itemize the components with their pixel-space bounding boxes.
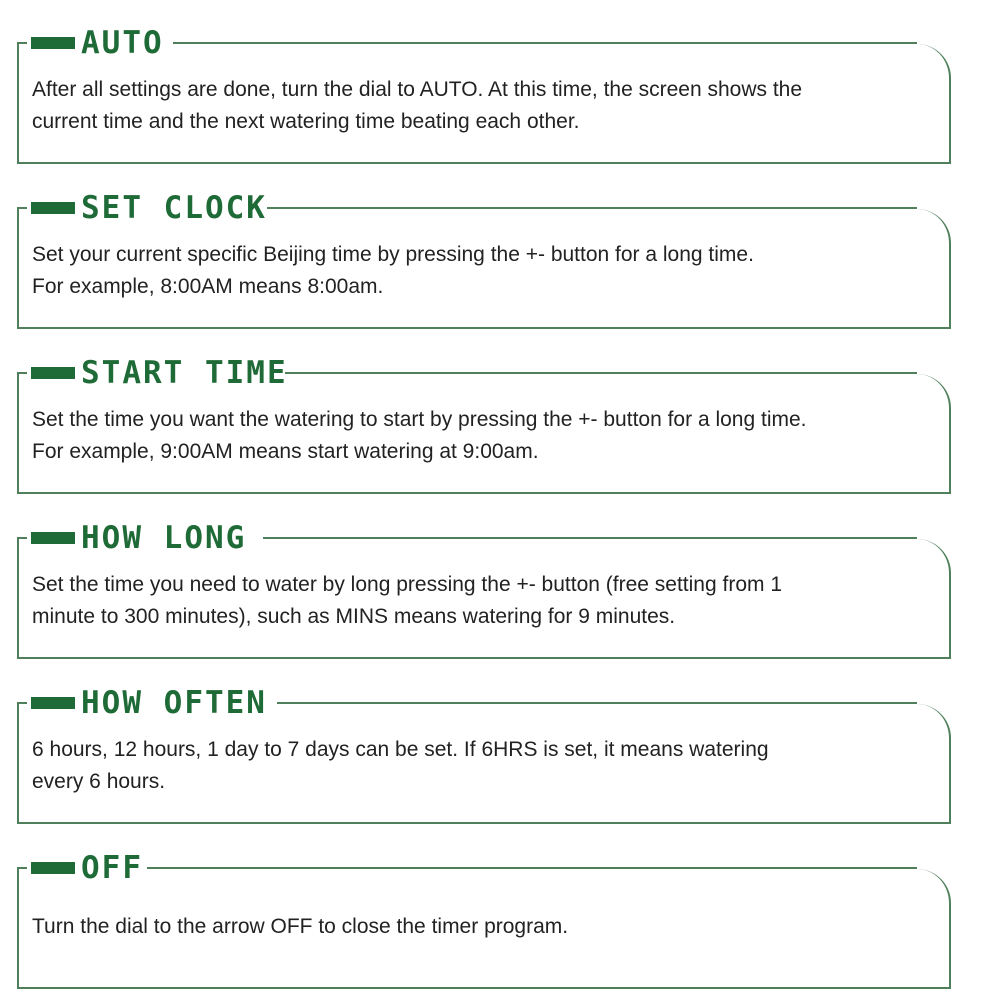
section-body: Set the time you want the watering to start by pressing the +- button for a long time. For example, 9:00AM means start watering at 9:00am. bbox=[32, 408, 807, 463]
section-body: After all settings are done, turn the dial to AUTO. At this time, the screen shows the current time and the next watering time beating each other. bbox=[32, 78, 803, 133]
section-auto bbox=[17, 25, 951, 164]
section-body: Turn the dial to the arrow OFF to close the timer program. bbox=[32, 915, 569, 938]
header-divider bbox=[173, 42, 917, 44]
section-start-time bbox=[17, 355, 951, 494]
header-bar-icon bbox=[31, 697, 75, 709]
header-divider bbox=[277, 702, 917, 704]
header-bar-icon bbox=[31, 862, 75, 874]
header-bar-icon bbox=[31, 202, 75, 214]
section-title: HOW LONG bbox=[81, 520, 247, 556]
section-header bbox=[31, 521, 250, 555]
header-bar-icon bbox=[31, 37, 75, 49]
section-how-often bbox=[17, 685, 951, 824]
section-body: Set your current specific Beijing time by pressing the +- button for a long time. For example, 8:00AM means 8:00am. bbox=[32, 243, 754, 298]
header-divider bbox=[267, 207, 917, 209]
section-title: SET CLOCK bbox=[81, 190, 267, 226]
header-divider bbox=[263, 537, 917, 539]
section-off bbox=[17, 850, 951, 989]
section-how-long bbox=[17, 520, 951, 659]
section-title: START TIME bbox=[81, 355, 288, 391]
section-header bbox=[31, 686, 271, 720]
header-bar-icon bbox=[31, 367, 75, 379]
section-header bbox=[31, 356, 292, 390]
section-title: AUTO bbox=[81, 25, 164, 61]
section-body: 6 hours, 12 hours, 1 day to 7 days can be set. If 6HRS is set, it means watering every 6 hours. bbox=[32, 738, 769, 793]
section-body: Set the time you need to water by long pressing the +- button (free setting from 1 minute to 300 minutes), such as MINS means watering for 9 minutes. bbox=[32, 573, 783, 628]
header-divider bbox=[285, 372, 917, 374]
header-bar-icon bbox=[31, 532, 75, 544]
section-title: OFF bbox=[81, 850, 143, 886]
header-divider bbox=[147, 867, 917, 869]
section-header bbox=[31, 26, 168, 60]
section-header bbox=[31, 851, 147, 885]
section-title: HOW OFTEN bbox=[81, 685, 267, 721]
section-header bbox=[31, 191, 271, 225]
section-set-clock bbox=[17, 190, 951, 329]
